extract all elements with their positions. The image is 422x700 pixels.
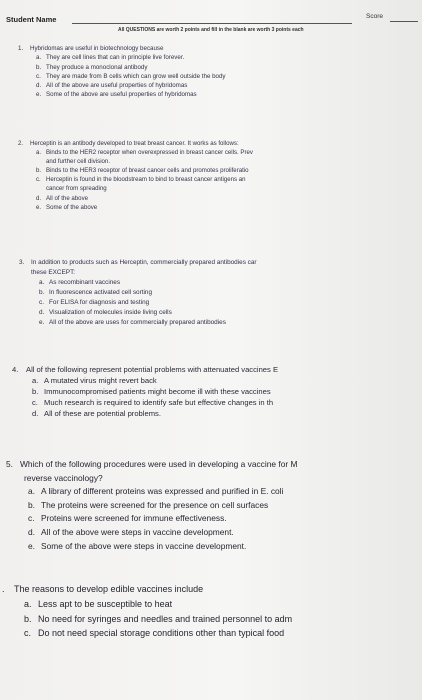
answer-option-b — [18, 166, 253, 175]
question-number: 3. — [19, 259, 25, 266]
option-text: They are cell lines that can in principle live forever. — [46, 54, 185, 62]
question-stem-continued: reverse vaccinology? — [24, 472, 103, 483]
answer-option-a — [19, 278, 257, 288]
question-text: Which of the following procedures were used in developing a vaccine for M — [20, 459, 298, 469]
answer-option-c-continued: cancer from spreading — [46, 185, 107, 193]
option-letter: a. — [39, 279, 45, 286]
question-number: 5. — [6, 459, 13, 469]
answer-option-a-continued: and further cell division. — [46, 158, 111, 166]
option-text: All of the above are uses for commercially prepared antibodies — [49, 319, 226, 326]
option-letter: d. — [36, 194, 42, 202]
answer-option-b — [18, 63, 226, 72]
question-number: . — [2, 584, 5, 594]
answer-option-b — [19, 288, 257, 298]
instructions: All QUESTIONS are worth 2 points and fill in the blank are worth 3 points each — [118, 27, 304, 33]
option-letter: c. — [32, 398, 38, 407]
option-text: All of these are potential problems. — [44, 409, 161, 418]
question-4 — [12, 364, 278, 419]
question-6 — [2, 582, 292, 641]
option-text: A library of different proteins was expressed and purified in E. coli — [41, 486, 284, 497]
answer-option-e — [18, 203, 253, 212]
question-stem — [19, 258, 257, 268]
option-text: A mutated virus might revert back — [44, 376, 157, 385]
question-stem — [18, 44, 226, 53]
question-stem-continued: these EXCEPT: — [31, 269, 76, 276]
option-text: As recombinant vaccines — [49, 279, 121, 286]
score-label: Score — [366, 13, 383, 20]
option-text: Visualization of molecules inside living cells — [49, 309, 172, 316]
answer-option-a — [18, 148, 253, 157]
option-letter: c. — [39, 299, 44, 306]
option-text: Much research is required to identify safe but effective changes in th — [44, 398, 274, 407]
answer-option-b — [12, 386, 278, 397]
answer-option-c — [19, 298, 257, 308]
option-letter: b. — [36, 167, 42, 175]
option-letter: b. — [28, 499, 35, 510]
answer-option-a — [6, 485, 297, 499]
option-text: Immunocompromised patients might become ill with these vaccines — [44, 387, 271, 396]
option-text: The proteins were screened for the presence on cell surfaces — [41, 499, 269, 510]
question-number: 4. — [12, 365, 19, 374]
answer-option-c — [18, 175, 253, 184]
option-letter: c. — [28, 513, 35, 524]
option-letter: a. — [36, 149, 42, 157]
option-letter: d. — [39, 309, 45, 316]
question-1 — [18, 44, 226, 100]
option-letter: b. — [39, 289, 45, 296]
question-text: All of the following represent potential problems with attenuated vaccines E — [26, 365, 279, 374]
student-name-line — [72, 23, 352, 24]
option-text: Proteins were screened for immune effectiveness. — [41, 513, 227, 524]
option-letter: c. — [36, 72, 41, 80]
option-letter: a. — [28, 486, 35, 497]
answer-option-b — [6, 499, 297, 513]
option-letter: c. — [36, 176, 41, 184]
answer-option-c — [2, 626, 292, 641]
answer-option-b — [2, 612, 292, 627]
question-2 — [18, 139, 253, 212]
question-text: In addition to products such as Herceptin, commercially prepared antibodies car — [31, 259, 257, 266]
answer-option-a — [2, 597, 292, 612]
answer-option-c — [12, 397, 278, 408]
question-number: 1. — [18, 45, 24, 52]
option-letter: b. — [36, 63, 42, 71]
option-text: Some of the above are useful properties of hybridomas — [46, 91, 197, 99]
question-5 — [6, 458, 297, 553]
option-text: Less apt to be susceptible to heat — [38, 598, 173, 609]
option-text: All of the above were steps in vaccine development. — [41, 526, 234, 537]
answer-option-d — [18, 81, 226, 90]
student-name-label: Student Name — [6, 15, 57, 24]
option-letter: e. — [28, 540, 35, 551]
option-letter: e. — [36, 91, 42, 99]
option-letter: e. — [36, 203, 42, 211]
option-text: All of the above are useful properties of hybridomas — [46, 82, 188, 90]
option-letter: b. — [32, 387, 39, 396]
option-text: They produce a monoclonal antibody — [46, 63, 148, 71]
score-line — [390, 21, 418, 22]
answer-option-d — [12, 408, 278, 419]
option-letter: b. — [24, 613, 32, 624]
answer-option-d — [18, 194, 253, 203]
question-stem — [2, 582, 292, 597]
option-letter: a. — [36, 54, 42, 62]
question-number: 2. — [18, 140, 24, 147]
option-letter: e. — [39, 319, 45, 326]
option-text: They are made from B cells which can grow well outside the body — [46, 72, 226, 80]
option-letter: c. — [24, 628, 32, 639]
answer-option-c — [18, 72, 226, 81]
answer-option-e — [18, 90, 226, 99]
question-stem — [12, 364, 278, 375]
question-3 — [19, 258, 257, 328]
answer-option-d — [19, 308, 257, 318]
option-letter: d. — [32, 409, 39, 418]
option-text: All of the above — [46, 194, 89, 202]
option-text: Binds to the HER2 receptor when overexpressed in breast cancer cells. Prev — [46, 149, 253, 157]
answer-option-d — [6, 526, 297, 540]
question-stem — [6, 458, 297, 472]
option-letter: a. — [24, 598, 32, 609]
answer-option-a — [18, 53, 226, 62]
answer-option-e — [19, 318, 257, 328]
question-text: The reasons to develop edible vaccines include — [14, 584, 204, 594]
option-text: In fluorescence activated cell sorting — [49, 289, 153, 296]
option-text: Some of the above — [46, 203, 98, 211]
answer-option-c — [6, 512, 297, 526]
question-text: Hybridomas are useful in biotechnology because — [30, 45, 164, 52]
option-letter: a. — [32, 376, 39, 385]
option-letter: d. — [36, 82, 42, 90]
answer-option-e — [6, 540, 297, 554]
answer-option-a — [12, 375, 278, 386]
option-text: For ELISA for diagnosis and testing — [49, 299, 150, 306]
option-text: Do not need special storage conditions other than typical food — [38, 628, 285, 639]
option-letter: d. — [28, 526, 35, 537]
option-text: Some of the above were steps in vaccine development. — [41, 540, 247, 551]
option-text: Binds to the HER3 receptor of breast cancer cells and promotes proliferatio — [46, 167, 249, 175]
option-text: No need for syringes and needles and trained personnel to adm — [38, 613, 293, 624]
question-stem — [18, 139, 253, 148]
option-text: Herceptin is found in the bloodstream to bind to breast cancer antigens an — [46, 176, 246, 184]
question-text: Herceptin is an antibody developed to treat breast cancer. It works as follows: — [30, 140, 239, 147]
